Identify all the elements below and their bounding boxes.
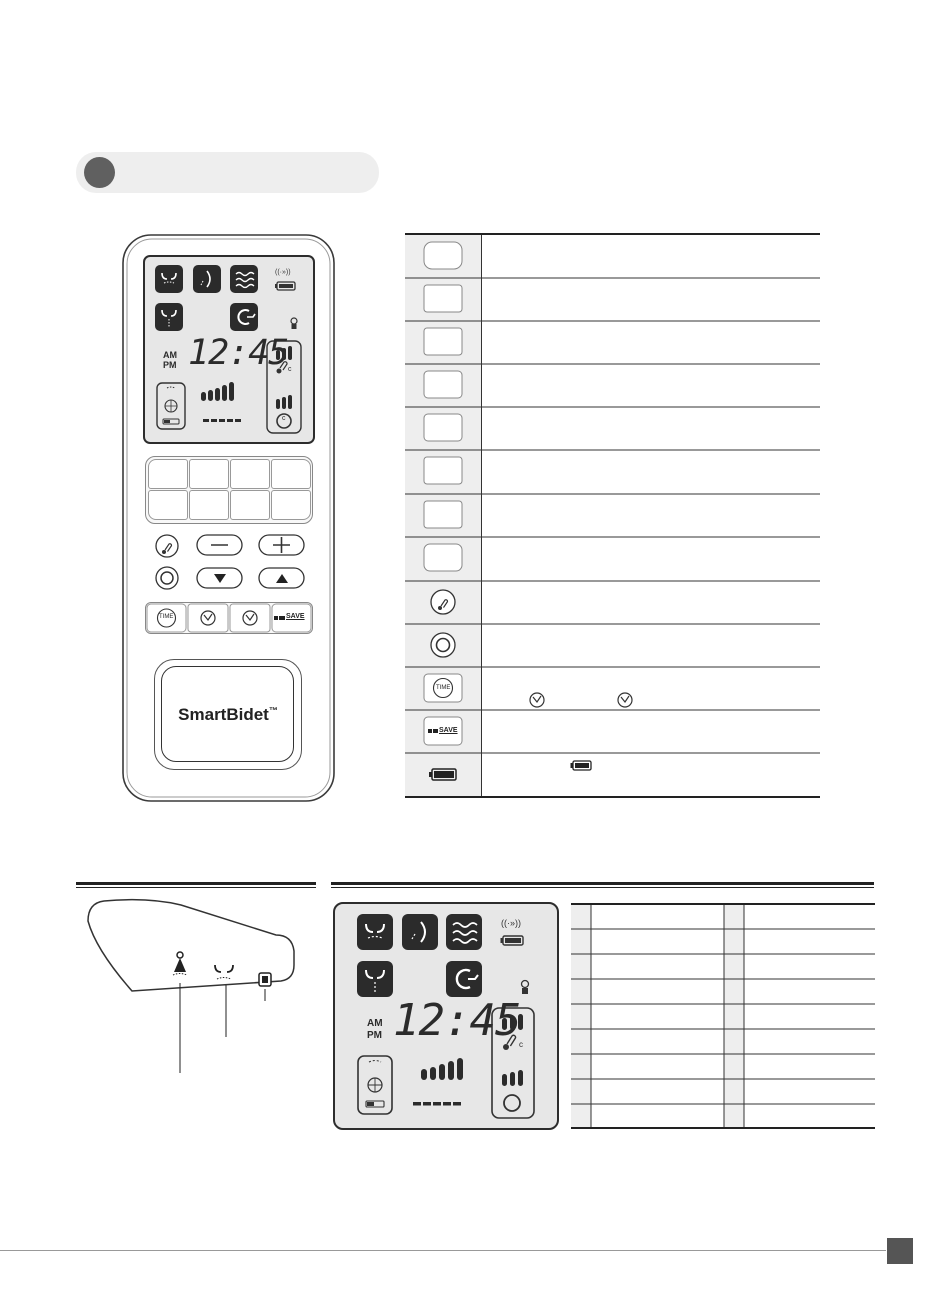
position-level-dashes bbox=[203, 419, 241, 422]
section-number-badge bbox=[84, 157, 115, 188]
display-panel-rule bbox=[331, 882, 874, 885]
display-battery-icon bbox=[501, 936, 524, 945]
display-temp-unit: c bbox=[519, 1040, 523, 1049]
display-legend-table bbox=[571, 903, 875, 1129]
down-button bbox=[197, 568, 242, 588]
table-water-temp-icon bbox=[431, 590, 455, 614]
water-temp-button bbox=[156, 535, 178, 557]
remote-adjust-controls bbox=[145, 530, 315, 596]
display-dryer-icon bbox=[446, 914, 482, 950]
remote-button-6[interactable] bbox=[189, 490, 229, 520]
page-number-box bbox=[887, 1238, 913, 1264]
display-rear-wash-icon bbox=[357, 914, 393, 950]
plus-button bbox=[259, 535, 304, 555]
side-stop-button bbox=[259, 973, 271, 986]
table-battery-icon bbox=[429, 769, 456, 780]
person-icon bbox=[291, 318, 297, 329]
smartbidet-brand-tm: ™ bbox=[268, 705, 278, 716]
table-key-6 bbox=[424, 457, 462, 484]
signal-icon bbox=[275, 269, 291, 276]
display-position-dashes bbox=[413, 1102, 461, 1106]
battery-icon bbox=[275, 282, 295, 290]
up-button bbox=[259, 568, 304, 588]
table-key-1 bbox=[424, 242, 462, 269]
smartbidet-brand bbox=[155, 705, 301, 725]
remote-button-5[interactable] bbox=[148, 490, 188, 520]
remote-button-4[interactable] bbox=[271, 459, 311, 489]
side-panel-rule bbox=[76, 882, 316, 885]
table-key-4 bbox=[424, 371, 462, 398]
table-seat-temp-icon bbox=[431, 633, 455, 657]
table-save-key-label: SAVE bbox=[439, 727, 458, 734]
remote-clock-time: 12:45 bbox=[188, 333, 289, 373]
save-key-icon bbox=[274, 616, 285, 620]
remote-clock-am: AM bbox=[163, 350, 177, 360]
remote-clock-pm: PM bbox=[163, 360, 177, 370]
inline-clock-minute-icon bbox=[618, 693, 632, 707]
footer-line bbox=[0, 1250, 886, 1251]
display-feminine-wash-icon bbox=[402, 914, 438, 950]
seat-temp-button bbox=[156, 567, 178, 589]
remote-save-key-label[interactable]: SAVE bbox=[286, 613, 305, 620]
display-person-icon bbox=[522, 981, 529, 995]
display-panel-rule-thin bbox=[331, 887, 874, 888]
inline-battery-icon bbox=[571, 761, 592, 770]
svg-text:((·»)): ((·»)) bbox=[275, 269, 291, 276]
remote-seat-temp-unit: c bbox=[282, 415, 286, 422]
remote-button-7[interactable] bbox=[230, 490, 270, 520]
side-control-panel bbox=[76, 895, 316, 1085]
table-key-8 bbox=[424, 544, 462, 571]
feminine-wash-icon bbox=[193, 265, 221, 293]
table-time-key-label: TIME bbox=[436, 685, 451, 691]
table-key-3 bbox=[424, 328, 462, 355]
dryer-icon bbox=[230, 265, 258, 293]
smartbidet-brand-name: SmartBidet bbox=[178, 705, 269, 724]
table-key-5 bbox=[424, 414, 462, 441]
display-nozzle-clean-icon bbox=[446, 961, 482, 997]
pressure-level-bars bbox=[201, 382, 234, 401]
smartbidet-button[interactable] bbox=[154, 659, 302, 770]
inline-clock-hour-icon bbox=[530, 693, 544, 707]
display-clock-am: AM bbox=[367, 1018, 383, 1029]
side-panel-rule-thin bbox=[76, 887, 316, 888]
remote-button-3[interactable] bbox=[230, 459, 270, 489]
nozzle-position-box bbox=[157, 383, 185, 429]
remote-button-grid bbox=[145, 456, 313, 524]
display-nozzle-position-box bbox=[358, 1056, 392, 1114]
minus-button bbox=[197, 535, 242, 555]
section-header-bar bbox=[76, 152, 379, 193]
display-clock-time: 12:45 bbox=[393, 995, 521, 1046]
table-rows bbox=[405, 233, 820, 798]
nozzle-clean-icon bbox=[230, 303, 258, 331]
svg-text:((·»)): ((·»)) bbox=[501, 918, 521, 928]
remote-button-2[interactable] bbox=[189, 459, 229, 489]
display-front-wash-icon bbox=[357, 961, 393, 997]
table-key-7 bbox=[424, 501, 462, 528]
display-signal-icon bbox=[501, 918, 521, 928]
remote-button-8[interactable] bbox=[271, 490, 311, 520]
front-wash-icon bbox=[155, 303, 183, 331]
table-key-2 bbox=[424, 285, 462, 312]
remote-button-1[interactable] bbox=[148, 459, 188, 489]
remote-water-temp-unit: c bbox=[288, 366, 292, 373]
remote-time-key-label[interactable]: TIME bbox=[159, 614, 174, 620]
display-clock-pm: PM bbox=[367, 1030, 382, 1041]
rear-wash-icon bbox=[155, 265, 183, 293]
display-pressure-bars bbox=[421, 1058, 463, 1080]
